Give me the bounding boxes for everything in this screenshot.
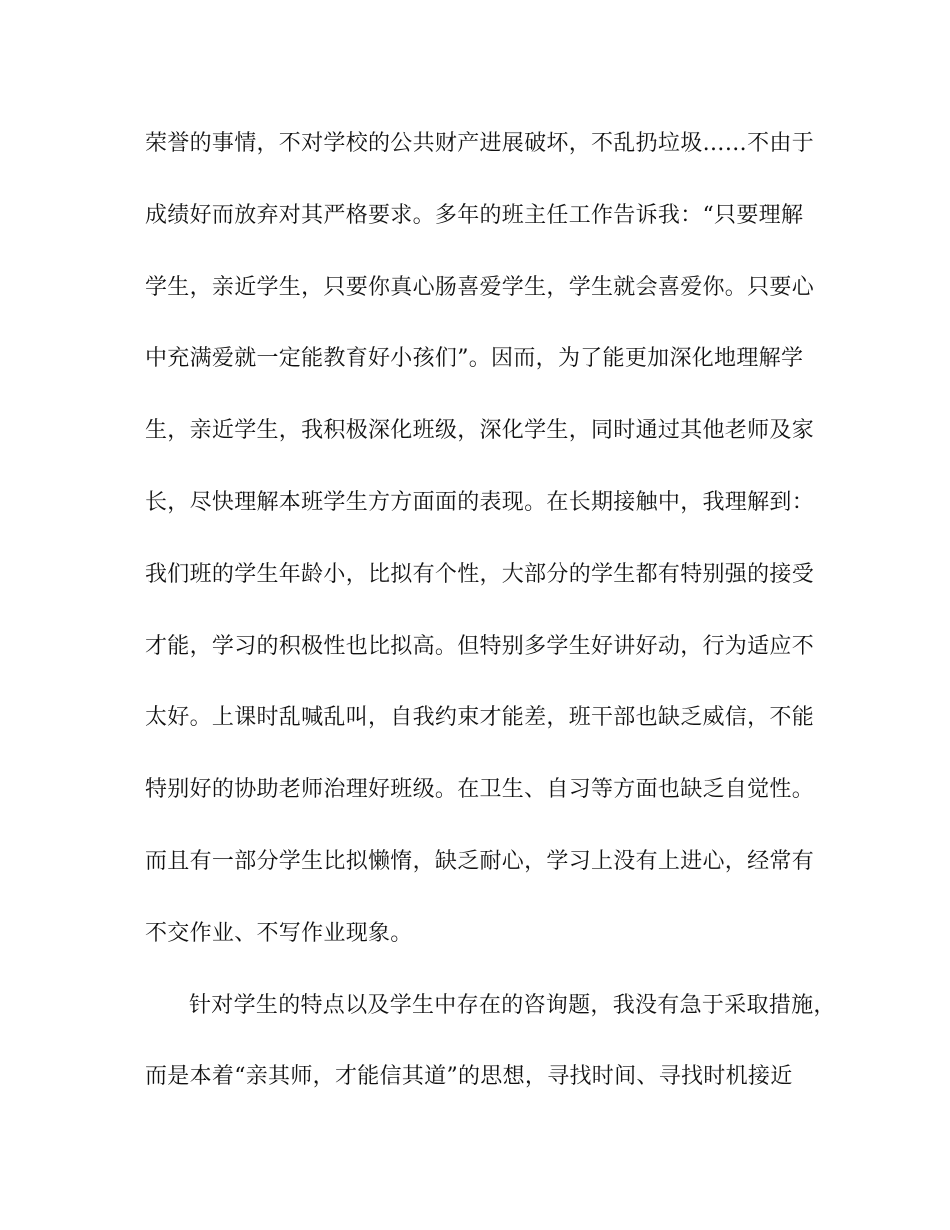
text-line: 才能，学习的积极性也比拟高。但特别多学生好讲好动，行为适应不 <box>145 633 815 659</box>
text-line: 荣誉的事情，不对学校的公共财产进展破坏，不乱扔垃圾……不由于 <box>145 131 815 156</box>
text-line: 学生，亲近学生，只要你真心肠喜爱学生，学生就会喜爱你。只要心 <box>145 274 815 300</box>
text-line: 不交作业、不写作业现象。 <box>145 920 413 946</box>
paragraph-start-line: 针对学生的特点以及学生中存在的咨询题，我没有急于采取措施， <box>189 992 836 1018</box>
text-line: 而是本着“亲其师，才能信其道”的思想，寻找时间、寻找时机接近 <box>145 1064 793 1090</box>
body-text <box>145 124 836 1129</box>
text-line: 中充满爱就一定能教育好小孩们”。因而，为了能更加深化地理解学 <box>145 346 804 372</box>
text-line: 生，亲近学生，我积极深化班级，深化学生，同时通过其他老师及家 <box>145 418 815 444</box>
text-line: 长，尽快理解本班学生方方面面的表现。在长期接触中，我理解到： <box>145 489 815 515</box>
text-line: 太好。上课时乱喊乱叫，自我约束才能差，班干部也缺乏威信，不能 <box>145 705 815 731</box>
text-line: 特别好的协助老师治理好班级。在卫生、自习等方面也缺乏自觉性。 <box>145 777 815 803</box>
text-line: 我们班的学生年龄小，比拟有个性，大部分的学生都有特别强的接受 <box>145 561 815 587</box>
text-line: 而且有一部分学生比拟懒惰，缺乏耐心，学习上没有上进心，经常有 <box>145 848 815 874</box>
text-line: 成绩好而放弃对其严格要求。多年的班主任工作告诉我：“只要理解 <box>145 202 804 228</box>
